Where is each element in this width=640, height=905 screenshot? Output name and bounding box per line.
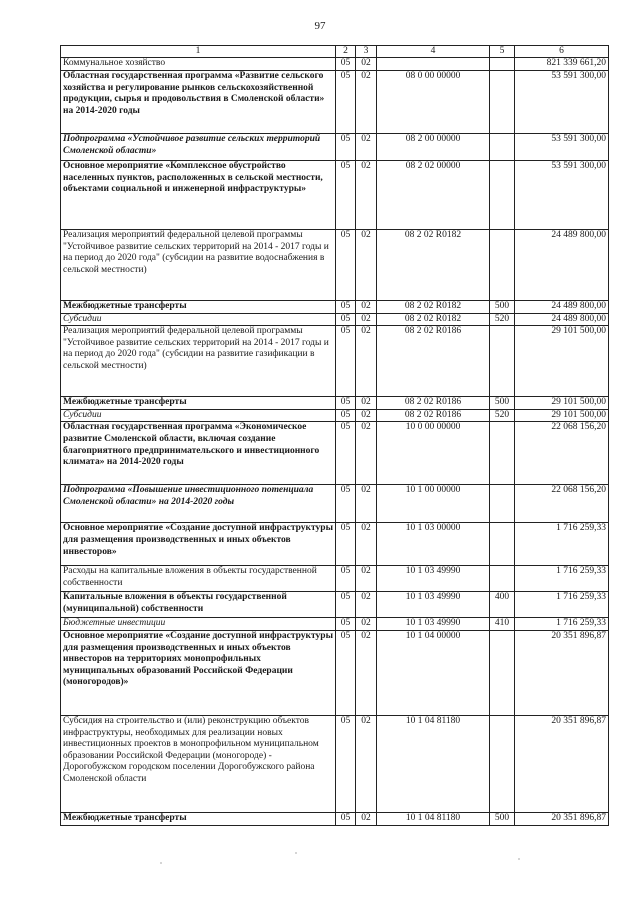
row-sum-cell: 29 101 500,00 (515, 397, 609, 410)
row-csr-cell: 10 1 03 49990 (377, 618, 490, 631)
row-csr-cell: 10 1 04 81180 (377, 715, 490, 812)
row-pr-cell: 02 (356, 301, 377, 314)
row-name-cell: Субсидии (61, 409, 336, 422)
table-row (61, 485, 609, 523)
row-rz-cell: 05 (336, 630, 356, 715)
table-row (61, 566, 609, 592)
table-row (61, 397, 609, 410)
row-vr-cell (490, 71, 515, 134)
header-cell: 4 (377, 46, 490, 58)
row-sum-cell: 821 339 661,20 (515, 58, 609, 71)
header-cell: 5 (490, 46, 515, 58)
row-pr-cell: 02 (356, 715, 377, 812)
row-pr-cell: 02 (356, 592, 377, 618)
row-pr-cell: 02 (356, 523, 377, 566)
row-name-cell: Основное мероприятие «Создание доступной инфраструктуры для размещения производственных и иных объектов инвесторов на территориях монопрофильных муниципальных образований Российской Федерации (моногородов)» (61, 630, 336, 715)
row-vr-cell (490, 326, 515, 397)
row-name-cell: Реализация мероприятий федеральной целевой программы "Устойчивое развитие сельских территорий на 2014 - 2017 годы и на период до 2020 года" (субсидии на развитие газификации в сельской местности) (61, 326, 336, 397)
row-csr-cell: 08 2 02 00000 (377, 161, 490, 230)
budget-table (60, 45, 609, 826)
row-rz-cell: 05 (336, 523, 356, 566)
row-csr-cell: 08 2 00 00000 (377, 134, 490, 161)
row-csr-cell: 10 1 03 00000 (377, 523, 490, 566)
row-sum-cell: 20 351 896,87 (515, 715, 609, 812)
row-csr-cell: 10 1 00 00000 (377, 485, 490, 523)
row-sum-cell: 53 591 300,00 (515, 134, 609, 161)
row-vr-cell: 520 (490, 409, 515, 422)
row-name-cell: Субсидия на строительство и (или) реконструкцию объектов инфраструктуры, необходимых для реализации новых инвестиционных проектов в монопрофильном муниципальном образовании Российской Федерации (моногороде) - Дорогобужском городском поселении Дорогобужского района Смоленской области (61, 715, 336, 812)
row-pr-cell: 02 (356, 409, 377, 422)
row-vr-cell (490, 715, 515, 812)
row-rz-cell: 05 (336, 230, 356, 301)
row-csr-cell: 08 2 02 R0186 (377, 409, 490, 422)
row-name-cell: Бюджетные инвестиции (61, 618, 336, 631)
row-rz-cell: 05 (336, 71, 356, 134)
row-rz-cell: 05 (336, 313, 356, 326)
row-csr-cell: 10 1 03 49990 (377, 566, 490, 592)
row-sum-cell: 1 716 259,33 (515, 618, 609, 631)
row-pr-cell: 02 (356, 58, 377, 71)
row-pr-cell: 02 (356, 230, 377, 301)
row-rz-cell: 05 (336, 715, 356, 812)
row-pr-cell: 02 (356, 313, 377, 326)
row-name-cell: Основное мероприятие «Создание доступной инфраструктуры для размещения производственных и иных объектов инвесторов» (61, 523, 336, 566)
row-sum-cell: 20 351 896,87 (515, 812, 609, 825)
row-rz-cell: 05 (336, 134, 356, 161)
row-name-cell: Капитальные вложения в объекты государственной (муниципальной) собственности (61, 592, 336, 618)
row-rz-cell: 05 (336, 422, 356, 485)
row-rz-cell: 05 (336, 301, 356, 314)
row-pr-cell: 02 (356, 812, 377, 825)
row-vr-cell: 520 (490, 313, 515, 326)
row-vr-cell: 500 (490, 397, 515, 410)
row-csr-cell: 08 2 02 R0186 (377, 397, 490, 410)
row-csr-cell: 10 0 00 00000 (377, 422, 490, 485)
row-csr-cell: 10 1 04 00000 (377, 630, 490, 715)
table-row (61, 58, 609, 71)
row-name-cell: Областная государственная программа «Развитие сельского хозяйства и регулирование рынков сельскохозяйственной продукции, сырья и продовольствия в Смоленской области» на 2014-2020 годы (61, 71, 336, 134)
table-row (61, 161, 609, 230)
row-rz-cell: 05 (336, 485, 356, 523)
row-rz-cell: 05 (336, 161, 356, 230)
row-vr-cell (490, 58, 515, 71)
table-row (61, 715, 609, 812)
header-cell: 2 (336, 46, 356, 58)
row-sum-cell: 1 716 259,33 (515, 566, 609, 592)
row-vr-cell (490, 161, 515, 230)
row-sum-cell: 24 489 800,00 (515, 313, 609, 326)
row-pr-cell: 02 (356, 134, 377, 161)
row-name-cell: Межбюджетные трансферты (61, 301, 336, 314)
row-vr-cell (490, 630, 515, 715)
row-pr-cell: 02 (356, 618, 377, 631)
row-sum-cell: 20 351 896,87 (515, 630, 609, 715)
row-vr-cell: 500 (490, 301, 515, 314)
row-sum-cell: 22 068 156,20 (515, 485, 609, 523)
row-name-cell: Областная государственная программа «Экономическое развитие Смоленской области, включая создание благоприятного предпринимательского и инвестиционного климата» на 2014-2020 годы (61, 422, 336, 485)
row-rz-cell: 05 (336, 566, 356, 592)
row-sum-cell: 53 591 300,00 (515, 161, 609, 230)
row-name-cell: Основное мероприятие «Комплексное обустройство населенных пунктов, расположенных в сельской местности, объектами социальной и инженерной инфраструктуры» (61, 161, 336, 230)
row-name-cell: Реализация мероприятий федеральной целевой программы "Устойчивое развитие сельских территорий на 2014 - 2017 годы и на период до 2020 года" (субсидии на развитие водоснабжения в сельской местности) (61, 230, 336, 301)
row-csr-cell: 10 1 04 81180 (377, 812, 490, 825)
row-sum-cell: 1 716 259,33 (515, 592, 609, 618)
row-pr-cell: 02 (356, 422, 377, 485)
table-header-row (61, 46, 609, 58)
row-name-cell: Подпрограмма «Повышение инвестиционного потенциала Смоленской области» на 2014-2020 годы (61, 485, 336, 523)
table-row (61, 812, 609, 825)
row-vr-cell: 410 (490, 618, 515, 631)
row-sum-cell: 29 101 500,00 (515, 326, 609, 397)
table-row (61, 630, 609, 715)
table-row (61, 313, 609, 326)
row-rz-cell: 05 (336, 397, 356, 410)
row-rz-cell: 05 (336, 592, 356, 618)
scan-speck (160, 862, 162, 864)
row-csr-cell: 08 0 00 00000 (377, 71, 490, 134)
row-sum-cell: 24 489 800,00 (515, 230, 609, 301)
row-rz-cell: 05 (336, 326, 356, 397)
header-cell: 6 (515, 46, 609, 58)
row-vr-cell (490, 134, 515, 161)
row-pr-cell: 02 (356, 566, 377, 592)
table-row (61, 618, 609, 631)
row-vr-cell (490, 485, 515, 523)
row-pr-cell: 02 (356, 71, 377, 134)
table-row (61, 409, 609, 422)
row-rz-cell: 05 (336, 58, 356, 71)
row-name-cell: Межбюджетные трансферты (61, 397, 336, 410)
row-vr-cell: 500 (490, 812, 515, 825)
table-row (61, 523, 609, 566)
scan-speck (518, 858, 520, 860)
table-row (61, 230, 609, 301)
row-pr-cell: 02 (356, 161, 377, 230)
page-number: 97 (314, 20, 326, 32)
table-row (61, 134, 609, 161)
row-name-cell: Расходы на капитальные вложения в объекты государственной собственности (61, 566, 336, 592)
row-name-cell: Коммунальное хозяйство (61, 58, 336, 71)
row-pr-cell: 02 (356, 630, 377, 715)
row-vr-cell (490, 566, 515, 592)
table-row (61, 592, 609, 618)
row-pr-cell: 02 (356, 485, 377, 523)
row-pr-cell: 02 (356, 326, 377, 397)
row-pr-cell: 02 (356, 397, 377, 410)
scan-speck (295, 852, 297, 854)
table-row (61, 422, 609, 485)
row-sum-cell: 1 716 259,33 (515, 523, 609, 566)
row-vr-cell (490, 422, 515, 485)
row-vr-cell (490, 523, 515, 566)
row-csr-cell (377, 58, 490, 71)
row-csr-cell: 08 2 02 R0186 (377, 326, 490, 397)
row-name-cell: Субсидии (61, 313, 336, 326)
header-cell: 3 (356, 46, 377, 58)
row-sum-cell: 53 591 300,00 (515, 71, 609, 134)
row-sum-cell: 29 101 500,00 (515, 409, 609, 422)
table-row (61, 326, 609, 397)
row-csr-cell: 08 2 02 R0182 (377, 301, 490, 314)
row-csr-cell: 08 2 02 R0182 (377, 230, 490, 301)
row-csr-cell: 10 1 03 49990 (377, 592, 490, 618)
row-name-cell: Межбюджетные трансферты (61, 812, 336, 825)
row-vr-cell (490, 230, 515, 301)
row-rz-cell: 05 (336, 812, 356, 825)
table-row (61, 71, 609, 134)
row-name-cell: Подпрограмма «Устойчивое развитие сельских территорий Смоленской области» (61, 134, 336, 161)
header-cell: 1 (61, 46, 336, 58)
row-vr-cell: 400 (490, 592, 515, 618)
row-sum-cell: 24 489 800,00 (515, 301, 609, 314)
row-sum-cell: 22 068 156,20 (515, 422, 609, 485)
row-rz-cell: 05 (336, 409, 356, 422)
table-row (61, 301, 609, 314)
row-csr-cell: 08 2 02 R0182 (377, 313, 490, 326)
row-rz-cell: 05 (336, 618, 356, 631)
